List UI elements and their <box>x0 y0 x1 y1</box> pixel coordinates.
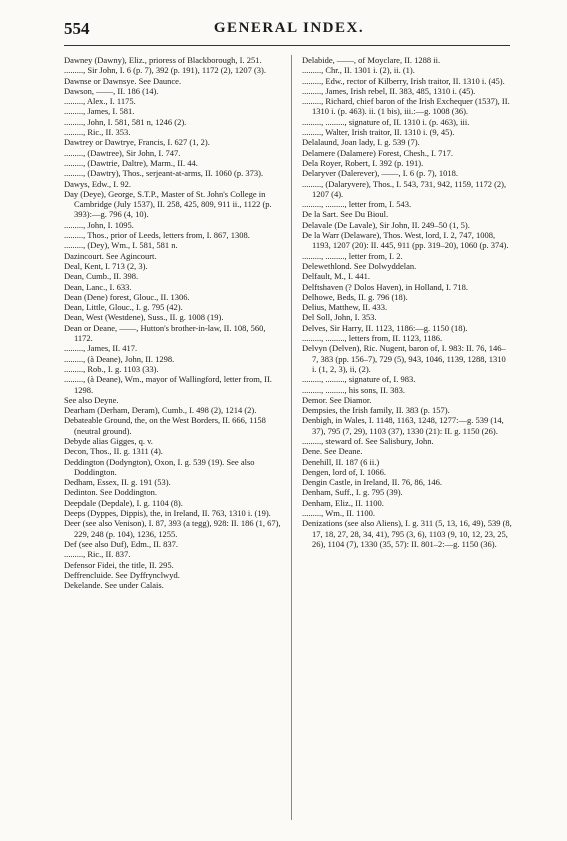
index-entry: Delalaund, Joan lady, I. g. 539 (7). <box>302 137 420 148</box>
index-entry: Dean (Dene) forest, Glouc., II. 1306. <box>64 291 190 302</box>
index-entry: ........., (Dalaryvere), Thos., I. 543, 731, 942, 1159, 1172 (2), 1207 (4). <box>302 178 507 199</box>
index-entry: Dengin Castle, in Ireland, II. 76, 86, 146. <box>302 477 442 488</box>
index-entry: Deffrencluide. See Dyffrynclwyd. <box>64 569 180 580</box>
index-entry: Deal, Kent, I. 713 (2, 3). <box>64 260 148 271</box>
index-entry: Delves, Sir Harry, II. 1123, 1186:—g. 1150 (18). <box>302 322 468 333</box>
index-entry: Dengen, lord of, I. 1066. <box>302 466 387 477</box>
index-entry: ........., (Dawtree), Sir John, I. 747. <box>64 147 181 158</box>
index-entry: ........., Thos., prior of Leeds, letters from, I. 867, 1308. <box>64 230 250 241</box>
index-entry: ........., James, Irish rebel, II. 383, 485, 1310 i. (45). <box>302 85 476 96</box>
index-entry: Decon, Thos., II. g. 1311 (4). <box>64 446 163 457</box>
index-entry: ........., Ric., II. 353. <box>64 127 131 138</box>
index-entry: ........., ........., letters from, II. 1123, 1186. <box>302 333 443 344</box>
index-entry: Delamere (Dalamere) Forest, Chesh., I. 717. <box>302 147 454 158</box>
page-header <box>64 19 514 41</box>
index-entry: Delius, Matthew, II. 433. <box>302 302 388 313</box>
index-entry: Delftshaven (? Dolos Haven), in Holland, I. 718. <box>302 281 468 292</box>
header-rule <box>64 45 510 46</box>
index-entry: Debyde alias Gigges, q. v. <box>64 435 153 446</box>
index-entry: Del Soll, John, I. 353. <box>302 312 377 323</box>
index-entry: Delewethlond. See Dolwyddelan. <box>302 260 417 271</box>
index-entry: ........., (à Deane), John, II. 1298. <box>64 353 175 364</box>
index-entry: Demor. See Diamor. <box>302 394 372 405</box>
index-entry: Dean, Lanc., I. 633. <box>64 281 132 292</box>
index-entry: Denizations (see also Aliens), I. g. 311 (5, 13, 16, 49), 539 (8, 17, 18, 27, 28, 34, 41), 795 (3, 6), 1103 (9, 10, 12, 23, 25, 26), 1104 (7), 1330 (35, 57): II. 801–2:—g. 1150 (36). <box>302 518 512 549</box>
index-entry: ........., Sir John, I. 6 (p. 7), 392 (p. 191), 1172 (2), 1207 (3). <box>64 65 267 76</box>
index-entry: ........., ........., his sons, II. 383. <box>302 384 405 395</box>
index-entry: Denbigh, in Wales, I. 1148, 1163, 1248, 1277:—g. 539 (14, 37), 795 (7, 29), 1103 (37), 1330 (21): II. g. 1150 (26). <box>302 415 504 436</box>
index-entry: Deer (see also Venison), I. 87, 393 (a tegg), 928: II. 186 (1, 67), 229, 248 (p. 104), 1236, 1255. <box>64 518 281 539</box>
right-column <box>302 55 512 549</box>
index-entry: Dawson, ——, II. 186 (14). <box>64 85 159 96</box>
index-entry: Dean or Deane, ——, Hutton's brother-in-law, II. 108, 560, 1172. <box>64 322 266 344</box>
index-entry: ........., James, II. 417. <box>64 343 138 354</box>
index-entry: ........., (Dawtrie, Daltre), Marm., II. 44. <box>64 157 198 168</box>
index-entry: Defensor Fidei, the title, II. 295. <box>64 559 174 570</box>
index-entry: Dawys, Edw., I. 92. <box>64 178 131 189</box>
index-entry: Deeps (Dyppes, Dippis), the, in Ireland, II. 763, 1310 i. (19). <box>64 508 271 519</box>
index-entry: Dempsies, the Irish family, II. 383 (p. 157). <box>302 405 450 416</box>
index-entry: ........., Edw., rector of Kilberry, Irish traitor, II. 1310 i. (45). <box>302 75 505 86</box>
index-entry: Delabide, ——, of Moyclare, II. 1288 ii. <box>302 55 441 65</box>
index-entry: ........., (Dey), Wm., I. 581, 581 n. <box>64 240 178 251</box>
index-entry: ........., Rob., I. g. 1103 (33). <box>64 363 159 374</box>
page-title: GENERAL INDEX. <box>213 20 365 36</box>
index-entry: Dekelande. See under Calais. <box>64 580 164 591</box>
index-entry: ........., ........., letter from, I. 2. <box>302 250 403 261</box>
index-entry: ........., (à Deane), Wm., mayor of Wallingford, letter from, II. 1298. <box>64 374 272 395</box>
index-entry: ........., ........., signature of, II. 1310 i. (p. 463), iii. <box>302 116 470 127</box>
index-entry: Denham, Suff., I. g. 795 (39). <box>302 487 403 498</box>
index-entry: Deepdale (Depdale), I. g. 1104 (8). <box>64 497 183 508</box>
index-entry: Dedham, Essex, II. g. 191 (53). <box>64 477 171 488</box>
index-entry: Delavale (De Lavale), Sir John, II. 249–50 (1, 5). <box>302 219 470 230</box>
index-entry: Day (Deye), George, S.T.P., Master of St. John's College in Cambridge (July 1537), II. 258, 425, 809, 911 ii., 1122 (p. 393):—g. 796 (4, 10). <box>64 188 272 220</box>
index-entry: ........., Wm., II. 1100. <box>302 508 375 519</box>
index-entry: Delaryver (Dalerever), ——, I. 6 (p. 7), 1018. <box>302 168 459 179</box>
index-entry: ........., John, I. 1095. <box>64 219 134 230</box>
index-entry: ........., ........., letter from, I. 543. <box>302 199 412 210</box>
index-entry: Dean, West (Westdene), Suss., II. g. 1008 (19). <box>64 312 224 323</box>
index-entry: See also Deyne. <box>64 394 119 405</box>
index-entry: Dela Royer, Robert, I. 392 (p. 191). <box>302 157 424 168</box>
index-entry: Def (see also Duf), Edm., II. 837. <box>64 538 179 549</box>
index-entry: Denham, Eliz., II. 1100. <box>302 497 384 508</box>
index-entry: Dean, Cumb., II. 398. <box>64 271 139 282</box>
column-divider <box>291 55 292 820</box>
index-entry: ........., Richard, chief baron of the Irish Exchequer (1537), II. 1310 i. (p. 463). ii. (1 bis), iii.:—g. 1008 (36). <box>302 96 510 117</box>
index-entry: ........., Chr., II. 1301 i. (2), ii. (1). <box>302 65 415 76</box>
index-entry: Debateable Ground, the, on the West Borders, II. 666, 1158 (neutral ground). <box>64 415 266 436</box>
index-entry: Delvyn (Delven), Ric. Nugent, baron of, I. 983: II. 76, 146–7, 383 (pp. 156–7), 729 (5), 943, 1046, 1139, 1288, 1310 i. (1, 2, 3), ii, (2). <box>302 343 506 374</box>
index-entry: De la Warr (Delaware), Thos. West, lord, I. 2, 747, 1008, 1193, 1207 (20): II. 445, 911 (pp. 319–20), 1060 (p. 374). <box>302 230 509 251</box>
left-column <box>64 55 281 590</box>
page-number: 554 <box>64 19 90 38</box>
index-entry: Dazincourt. See Agincourt. <box>64 250 157 261</box>
index-entry: ........., (Dawtry), Thos., serjeant-at-arms, II. 1060 (p. 373). <box>64 168 264 179</box>
index-entry: Dene. See Deane. <box>302 446 363 457</box>
index-entry: Delfault, M., I. 441. <box>302 271 370 282</box>
index-entry: De la Sart. See Du Bioul. <box>302 209 389 220</box>
index-entry: Dedinton. See Doddington. <box>64 487 158 498</box>
index-entry: Delhowe, Beds, II. g. 796 (18). <box>302 291 408 302</box>
index-entry: ........., Ric., II. 837. <box>64 549 131 560</box>
index-entry: Dawney (Dawny), Eliz., prioress of Blackborough, I. 251. <box>64 55 262 65</box>
index-entry: Dawnse or Dawnsye. See Daunce. <box>64 75 182 86</box>
index-entry: ........., John, I. 581, 581 n, 1246 (2). <box>64 116 187 127</box>
index-entry: ........., Walter, Irish traitor, II. 1310 i. (9, 45). <box>302 127 455 138</box>
index-entry: Dearham (Derham, Deram), Cumb., I. 498 (2), 1214 (2). <box>64 405 257 416</box>
index-entry: ........., Alex., I. 1175. <box>64 96 136 107</box>
index-entry: ........., James, I. 581. <box>64 106 135 117</box>
index-entry: Deddington (Dodyngton), Oxon, I. g. 539 (19). See also Doddington. <box>64 456 255 477</box>
index-entry: Dean, Little, Glouc., I. g. 795 (42). <box>64 302 183 313</box>
index-entry: ........., steward of. See Salisbury, John. <box>302 435 434 446</box>
index-entry: ........., ........., signature of, I. 983. <box>302 374 416 385</box>
index-entry: Denehill, II. 187 (6 ii.) <box>302 456 380 467</box>
index-entry: Dawtrey or Dawtrye, Francis, I. 627 (1, 2). <box>64 137 210 148</box>
